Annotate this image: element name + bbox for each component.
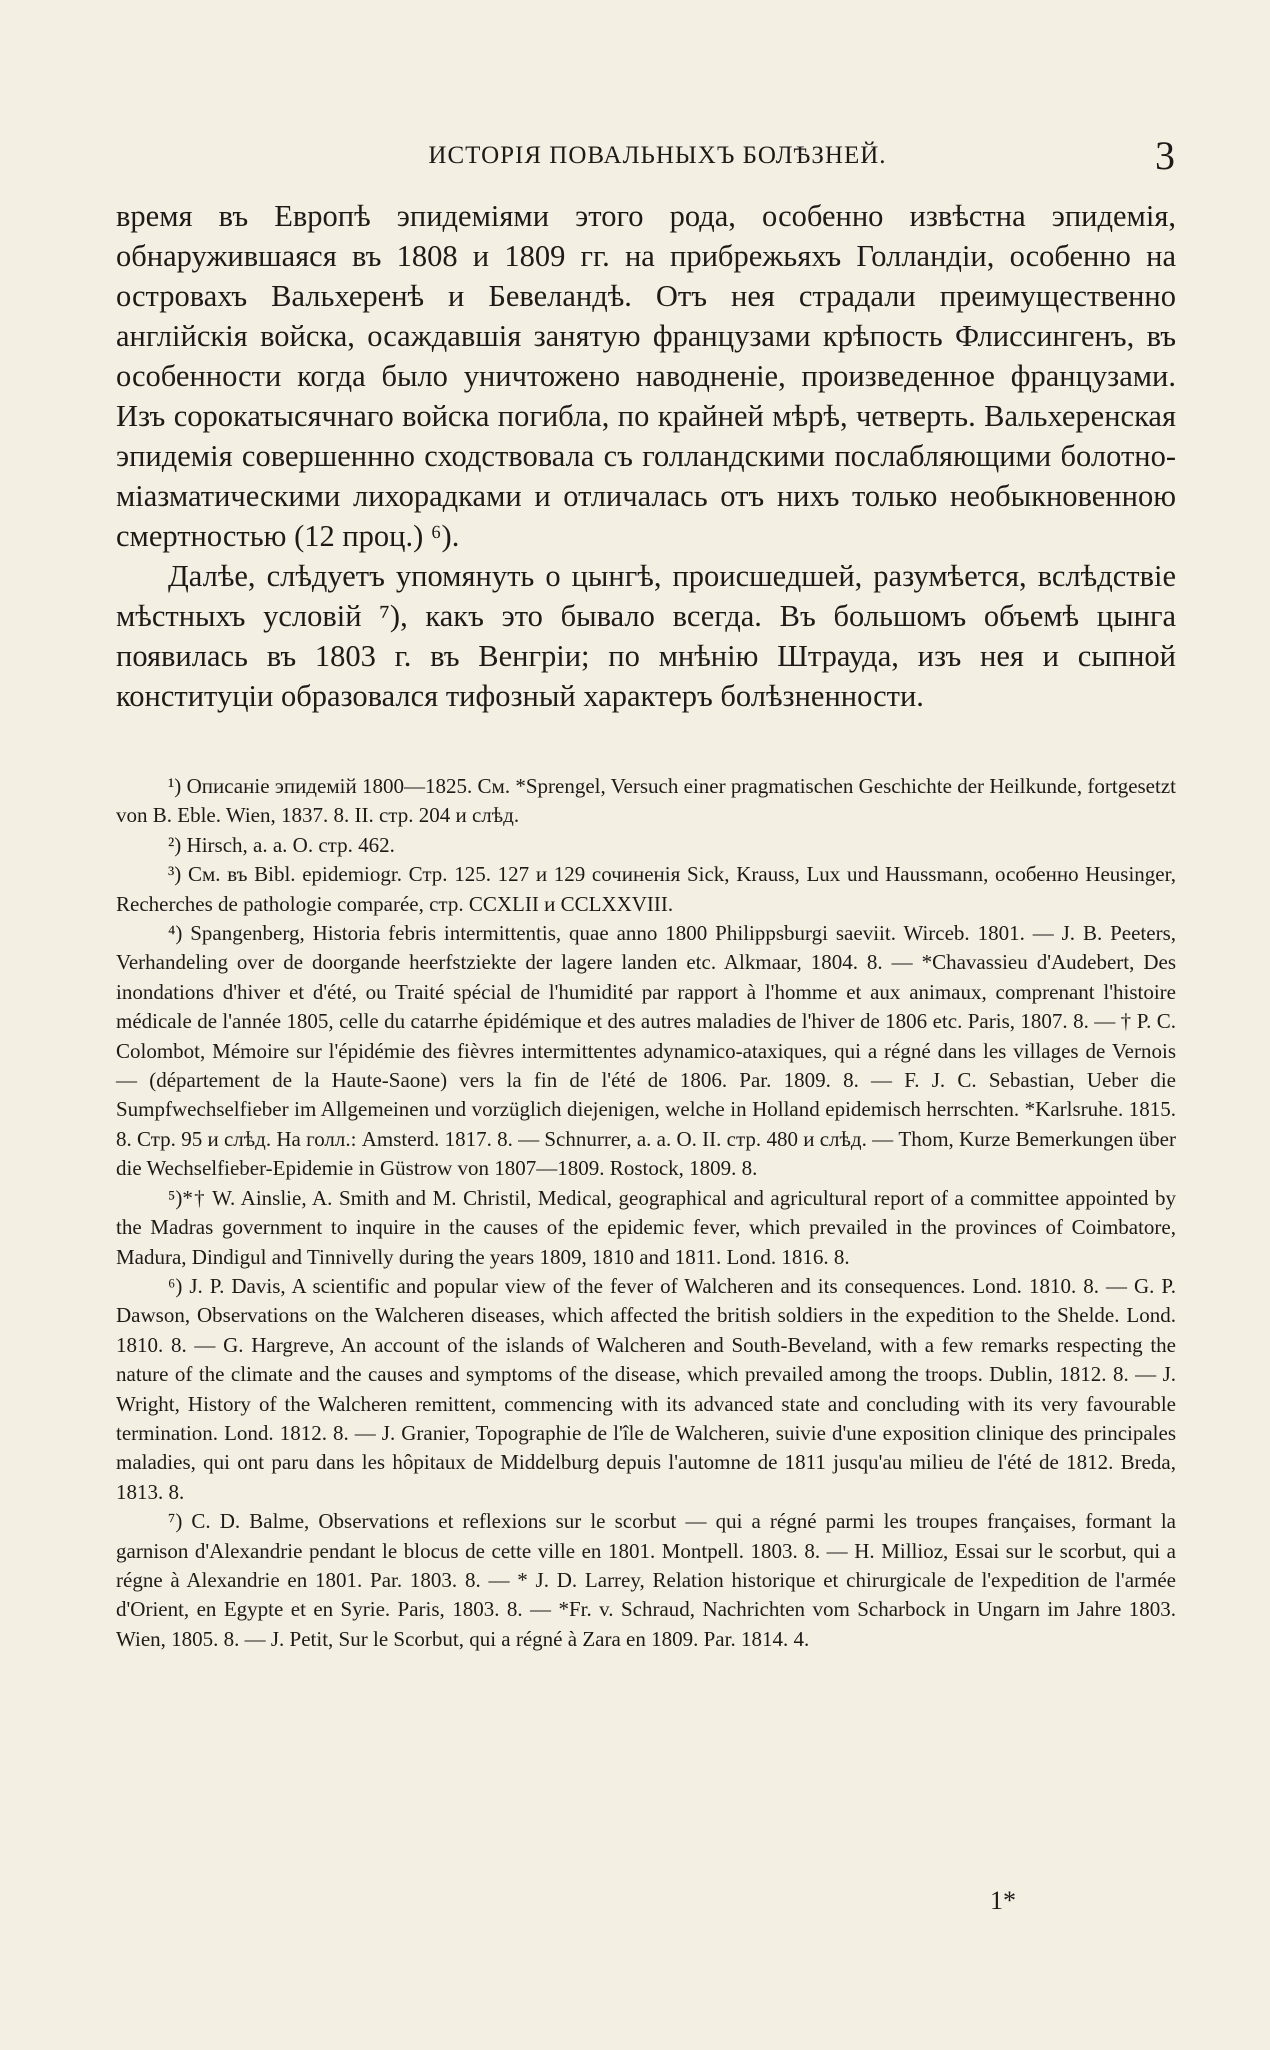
footnote-5: ⁵)*† W. Ainslie, A. Smith and M. Christil, Medical, geographical and agricultural report of a committee appointed by the Madras government to inquire in the causes of the epidemic fever, which prevailed in the provinces of Coimbatore, Madura, Dindigul and Tinnivelly during the years 1809, 1810 and 1811. Lond. 1816. 8.: [116, 1185, 1176, 1269]
footnotes: [116, 772, 1176, 1654]
footnote-4: ⁴) Spangenberg, Historia febris intermittentis, quae anno 1800 Philippsburgi saeviit. Wirceb. 1801. — J. B. Peeters, Verhandeling over de doorgande heerfstziekte der lagere landen etc. Alkmaar, 1804. 8. — *Chavassieu d'Audebert, Des inondations d'hiver et d'été, ou Traité spécial de l'humidité par rapport à l'homme et aux animaux, comprenant l'histoire médicale de l'année 1805, celle du catarrhe épidémique et des autres maladies de l'hiver de 1806 etc. Paris, 1807. 8. — † P. C. Colombot, Mémoire sur l'épidémie des fièvres intermittentes adynamico-ataxiques, qui a régné dans les villages de Vernois — (département de la Haute-Saone) vers la fin de l'été de 1806. Par. 1809. 8. — F. J. C. Sebastian, Ueber die Sumpfwechselfieber im Allgemeinen und vorzüglich diejenigen, welche in Holland epidemisch herrschten. *Karlsruhe. 1815. 8. Стр. 95 и слѣд. На голл.: Amsterd. 1817. 8. — Schnurrer, a. a. O. II. стр. 480 и слѣд. — Thom, Kurze Bemerkungen über die Wechselfieber-Epidemie in Güstrow von 1807—1809. Rostock, 1809. 8.: [116, 921, 1176, 1181]
main-text: [116, 196, 1176, 716]
footnote-3: ³) См. въ Bibl. epidemiogr. Стр. 125. 127 и 129 сочиненія Sick, Krauss, Lux und Haussmann, особенно Heusinger, Recherches de pathologie comparée, стр. CCXLII и CCLXXVIII.: [116, 862, 1176, 916]
footnote-1: ¹) Описаніе эпидемій 1800—1825. См. *Sprengel, Versuch einer pragmatischen Geschichte der Heilkunde, fortgesetzt von B. Eble. Wien, 1837. 8. II. стр. 204 и слѣд.: [116, 774, 1176, 828]
page-header: [140, 133, 1175, 178]
footnote-6: ⁶) J. P. Davis, A scientific and popular view of the fever of Walcheren and its consequences. Lond. 1810. 8. — G. P. Dawson, Observations on the Walcheren diseases, which affected the british soldiers in the expedition to the Shelde. Lond. 1810. 8. — G. Hargreve, An account of the islands of Walcheren and South-Beveland, with a few remarks respecting the nature of the climate and the causes and symptoms of the disease, which prevailed among the troops. Dublin, 1812. 8. — J. Wright, History of the Walcheren remittent, commencing with its advanced state and concluding with its very favourable termination. Lond. 1812. 8. — J. Granier, Topographie de l'île de Walcheren, suivie d'une exposition clinique des principales maladies, qui ont paru dans les hôpitaux de Middelburg depuis l'automne de 1811 jusqu'au milieu de l'été de 1812. Breda, 1813. 8.: [116, 1273, 1176, 1504]
paragraph: время въ Европѣ эпидеміями этого рода, особенно извѣстна эпидемія, обнаружившаяся въ 1808 и 1809 гг. на прибрежьяхъ Голландіи, особенно на островахъ Вальхеренѣ и Бевеландѣ. Отъ нея страдали преимущественно англійскія войска, осаждавшія занятую французами крѣпость Флиссингенъ, въ особенности когда было уничтожено наводненіе, произведенное французами. Изъ сорокатысячнаго войска погибла, по крайней мѣрѣ, четверть. Вальхеренская эпидемія совершеннно сходствовала съ голландскими послабляющими болотно-міазматическими лихорадками и отличалась отъ нихъ только необыкновенною смертностью (12 проц.) ⁶).: [116, 199, 1176, 553]
running-title: ИСТОРІЯ ПОВАЛЬНЫХЪ БОЛѢЗНЕЙ.: [428, 142, 887, 169]
page-number: 3: [1155, 133, 1175, 178]
signature-mark: 1*: [990, 1886, 1016, 1915]
footnote-7: ⁷) C. D. Balme, Observations et reflexions sur le scorbut — qui a régné parmi les troupes françaises, formant la garnison d'Alexandrie pendant le blocus de cette ville en 1801. Montpell. 1803. 8. — H. Millioz, Essai sur le scorbut, qui a régne à Alexandrie en 1801. Par. 1803. 8. — * J. D. Larrey, Relation historique et chirurgicale de l'expedition de l'armée d'Orient, en Egypte et en Syrie. Paris, 1803. 8. — *Fr. v. Schraud, Nachrichten vom Scharbock in Ungarn im Jahre 1803. Wien, 1805. 8. — J. Petit, Sur le Scorbut, qui a régné à Zara en 1809. Par. 1814. 4.: [116, 1509, 1176, 1651]
paragraph: Далѣе, слѣдуетъ упомянуть о цынгѣ, происшедшей, разумѣется, вслѣдствіе мѣстныхъ условій ⁷), какъ это бывало всегда. Въ большомъ объемѣ цынга появилась въ 1803 г. въ Венгріи; по мнѣнію Штрауда, изъ нея и сыпной конституціи образовался тифозный характеръ болѣзненности.: [116, 559, 1176, 713]
footnote-2: ²) Hirsch, a. a. O. стр. 462.: [168, 832, 395, 857]
